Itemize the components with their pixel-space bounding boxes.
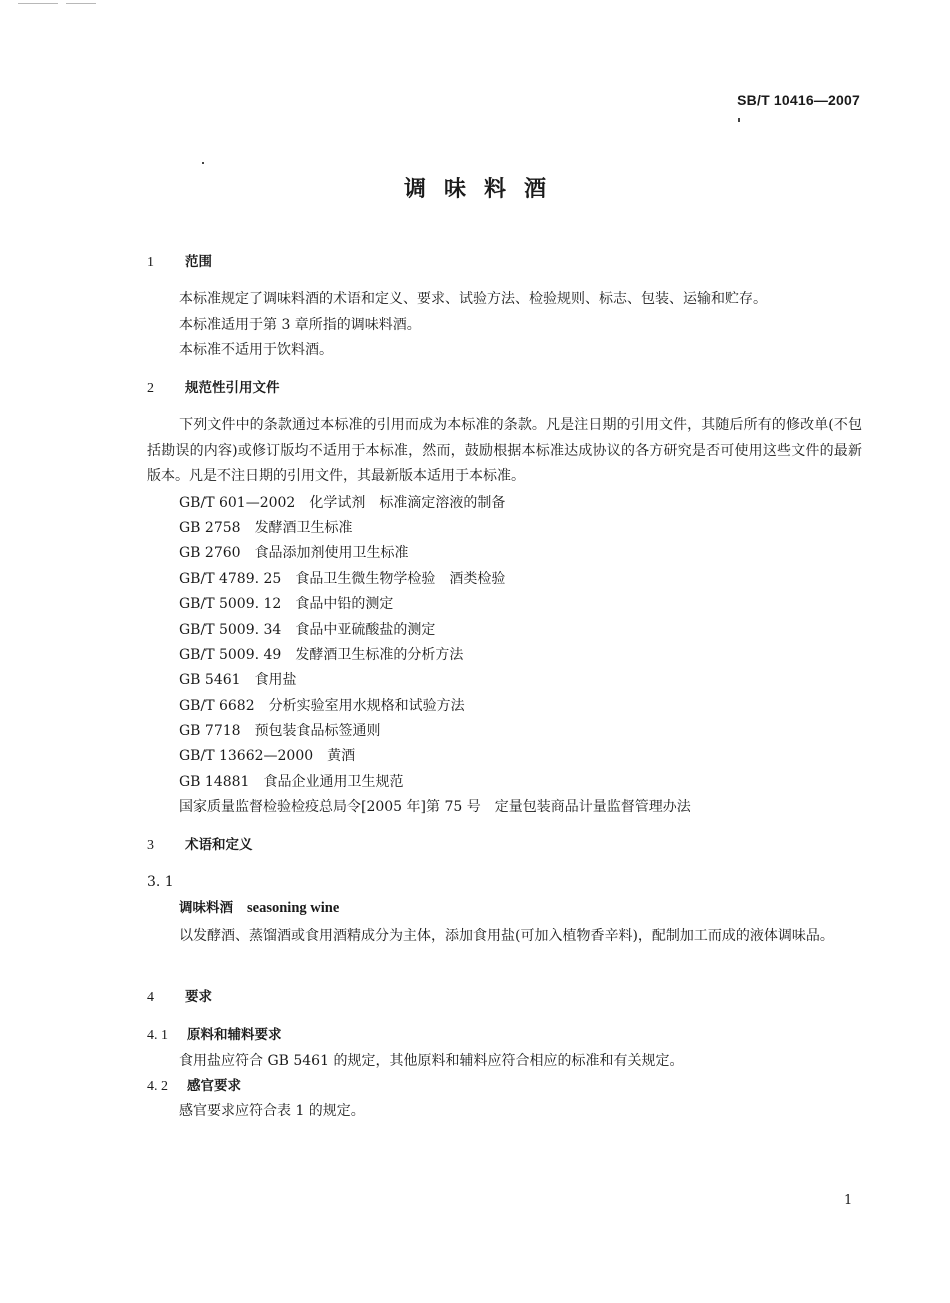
section-number: 3 xyxy=(147,838,154,853)
reference-code: GB/T 4789. 25 xyxy=(179,571,282,587)
section-title: 术语和定义 xyxy=(185,837,253,853)
subsection-number: 4. 1 xyxy=(147,1028,168,1043)
reference-item xyxy=(179,620,435,640)
reference-code: GB 2758 xyxy=(179,520,241,536)
reference-item xyxy=(179,721,381,741)
reference-item xyxy=(179,746,355,766)
reference-title: 定量包装商品计量监督管理办法 xyxy=(494,799,691,815)
section-1-paragraph: 本标准适用于第 3 章所指的调味料酒。 xyxy=(179,317,421,333)
reference-code: GB 2760 xyxy=(179,545,241,561)
section-number: 4 xyxy=(147,990,154,1005)
section-title: 规范性引用文件 xyxy=(185,380,280,396)
section-1-heading xyxy=(147,252,212,273)
subsection-4-1-heading xyxy=(147,1025,282,1046)
page-number: 1 xyxy=(844,1193,853,1208)
term-english: seasoning wine xyxy=(247,900,340,916)
section-title: 要求 xyxy=(185,989,212,1005)
document-title: 调味料酒 xyxy=(403,177,564,202)
reference-code: GB/T 5009. 34 xyxy=(179,622,282,638)
reference-title: 分析实验室用水规格和试验方法 xyxy=(268,698,465,714)
reference-item xyxy=(179,797,691,817)
scan-speck xyxy=(202,162,204,164)
reference-title: 化学试剂 标准滴定溶液的制备 xyxy=(309,495,506,511)
reference-title: 食品中铅的测定 xyxy=(295,596,394,612)
reference-item xyxy=(179,645,463,665)
scan-mark xyxy=(18,3,58,4)
reference-item xyxy=(179,594,393,614)
reference-item xyxy=(179,772,403,792)
reference-code: GB 7718 xyxy=(179,723,241,739)
section-2-heading xyxy=(147,378,280,399)
reference-title: 食品添加剂使用卫生标准 xyxy=(254,545,409,561)
clause-number: 3. 1 xyxy=(147,874,174,890)
section-1-paragraph: 本标准不适用于饮料酒。 xyxy=(179,342,333,358)
scan-speck xyxy=(738,118,740,122)
reference-code: 国家质量监督检验检疫总局令[2005 年]第 75 号 xyxy=(179,799,481,815)
reference-code: GB/T 6682 xyxy=(179,698,255,714)
reference-title: 食品企业通用卫生规范 xyxy=(263,774,404,790)
subsection-title: 感官要求 xyxy=(187,1078,241,1094)
reference-title: 发酵酒卫生标准 xyxy=(254,520,353,536)
reference-code: GB/T 5009. 49 xyxy=(179,647,282,663)
reference-title: 食用盐 xyxy=(254,672,297,688)
reference-code: GB 14881 xyxy=(179,774,250,790)
reference-code: GB/T 5009. 12 xyxy=(179,596,282,612)
reference-code: GB 5461 xyxy=(179,672,241,688)
subsection-4-2-heading xyxy=(147,1076,241,1097)
section-title: 范围 xyxy=(185,254,212,270)
reference-code: GB/T 13662—2000 xyxy=(179,748,314,764)
reference-title: 食品卫生微生物学检验 酒类检验 xyxy=(295,571,506,587)
reference-title: 预包装食品标签通则 xyxy=(254,723,381,739)
section-3-heading xyxy=(147,835,253,856)
reference-item xyxy=(179,518,353,538)
section-2-intro xyxy=(147,413,862,490)
definition-text: 以发酵酒、蒸馏酒或食用酒精成分为主体，添加食用盐(可加入植物香辛料)，配制加工而成的液体调味品。 xyxy=(179,928,834,944)
section-number: 1 xyxy=(147,255,154,270)
section-number: 2 xyxy=(147,381,154,396)
reference-code: GB/T 601—2002 xyxy=(179,495,296,511)
term-definition xyxy=(147,924,862,950)
subsection-title: 原料和辅料要求 xyxy=(187,1027,282,1043)
reference-item xyxy=(179,696,465,716)
subsection-number: 4. 2 xyxy=(147,1079,168,1094)
standard-code: SB/T 10416—2007 xyxy=(737,92,860,108)
scan-mark xyxy=(66,3,96,4)
intro-text: 下列文件中的条款通过本标准的引用而成为本标准的条款。凡是注日期的引用文件，其随后所有的修改单(不包括勘误的内容)或修订版均不适用于本标准，然而，鼓励根据本标准达成协议的各方研究是否可使用这些文件的最新版本。凡是不注日期的引用文件，其最新版本适用于本标准。 xyxy=(147,417,862,484)
term-line xyxy=(179,898,339,918)
term-chinese: 调味料酒 xyxy=(179,900,233,916)
reference-item xyxy=(179,543,409,563)
reference-title: 黄酒 xyxy=(327,748,356,764)
subsection-4-2-text: 感官要求应符合表 1 的规定。 xyxy=(179,1103,365,1119)
section-1-paragraph: 本标准规定了调味料酒的术语和定义、要求、试验方法、检验规则、标志、包装、运输和贮存。 xyxy=(179,291,767,307)
reference-title: 食品中亚硫酸盐的测定 xyxy=(295,622,436,638)
reference-item xyxy=(179,493,505,513)
subsection-4-1-text: 食用盐应符合 GB 5461 的规定，其他原料和辅料应符合相应的标准和有关规定。 xyxy=(179,1053,684,1069)
section-4-heading xyxy=(147,987,212,1008)
reference-title: 发酵酒卫生标准的分析方法 xyxy=(295,647,464,663)
reference-item xyxy=(179,670,297,690)
reference-item xyxy=(179,569,505,589)
